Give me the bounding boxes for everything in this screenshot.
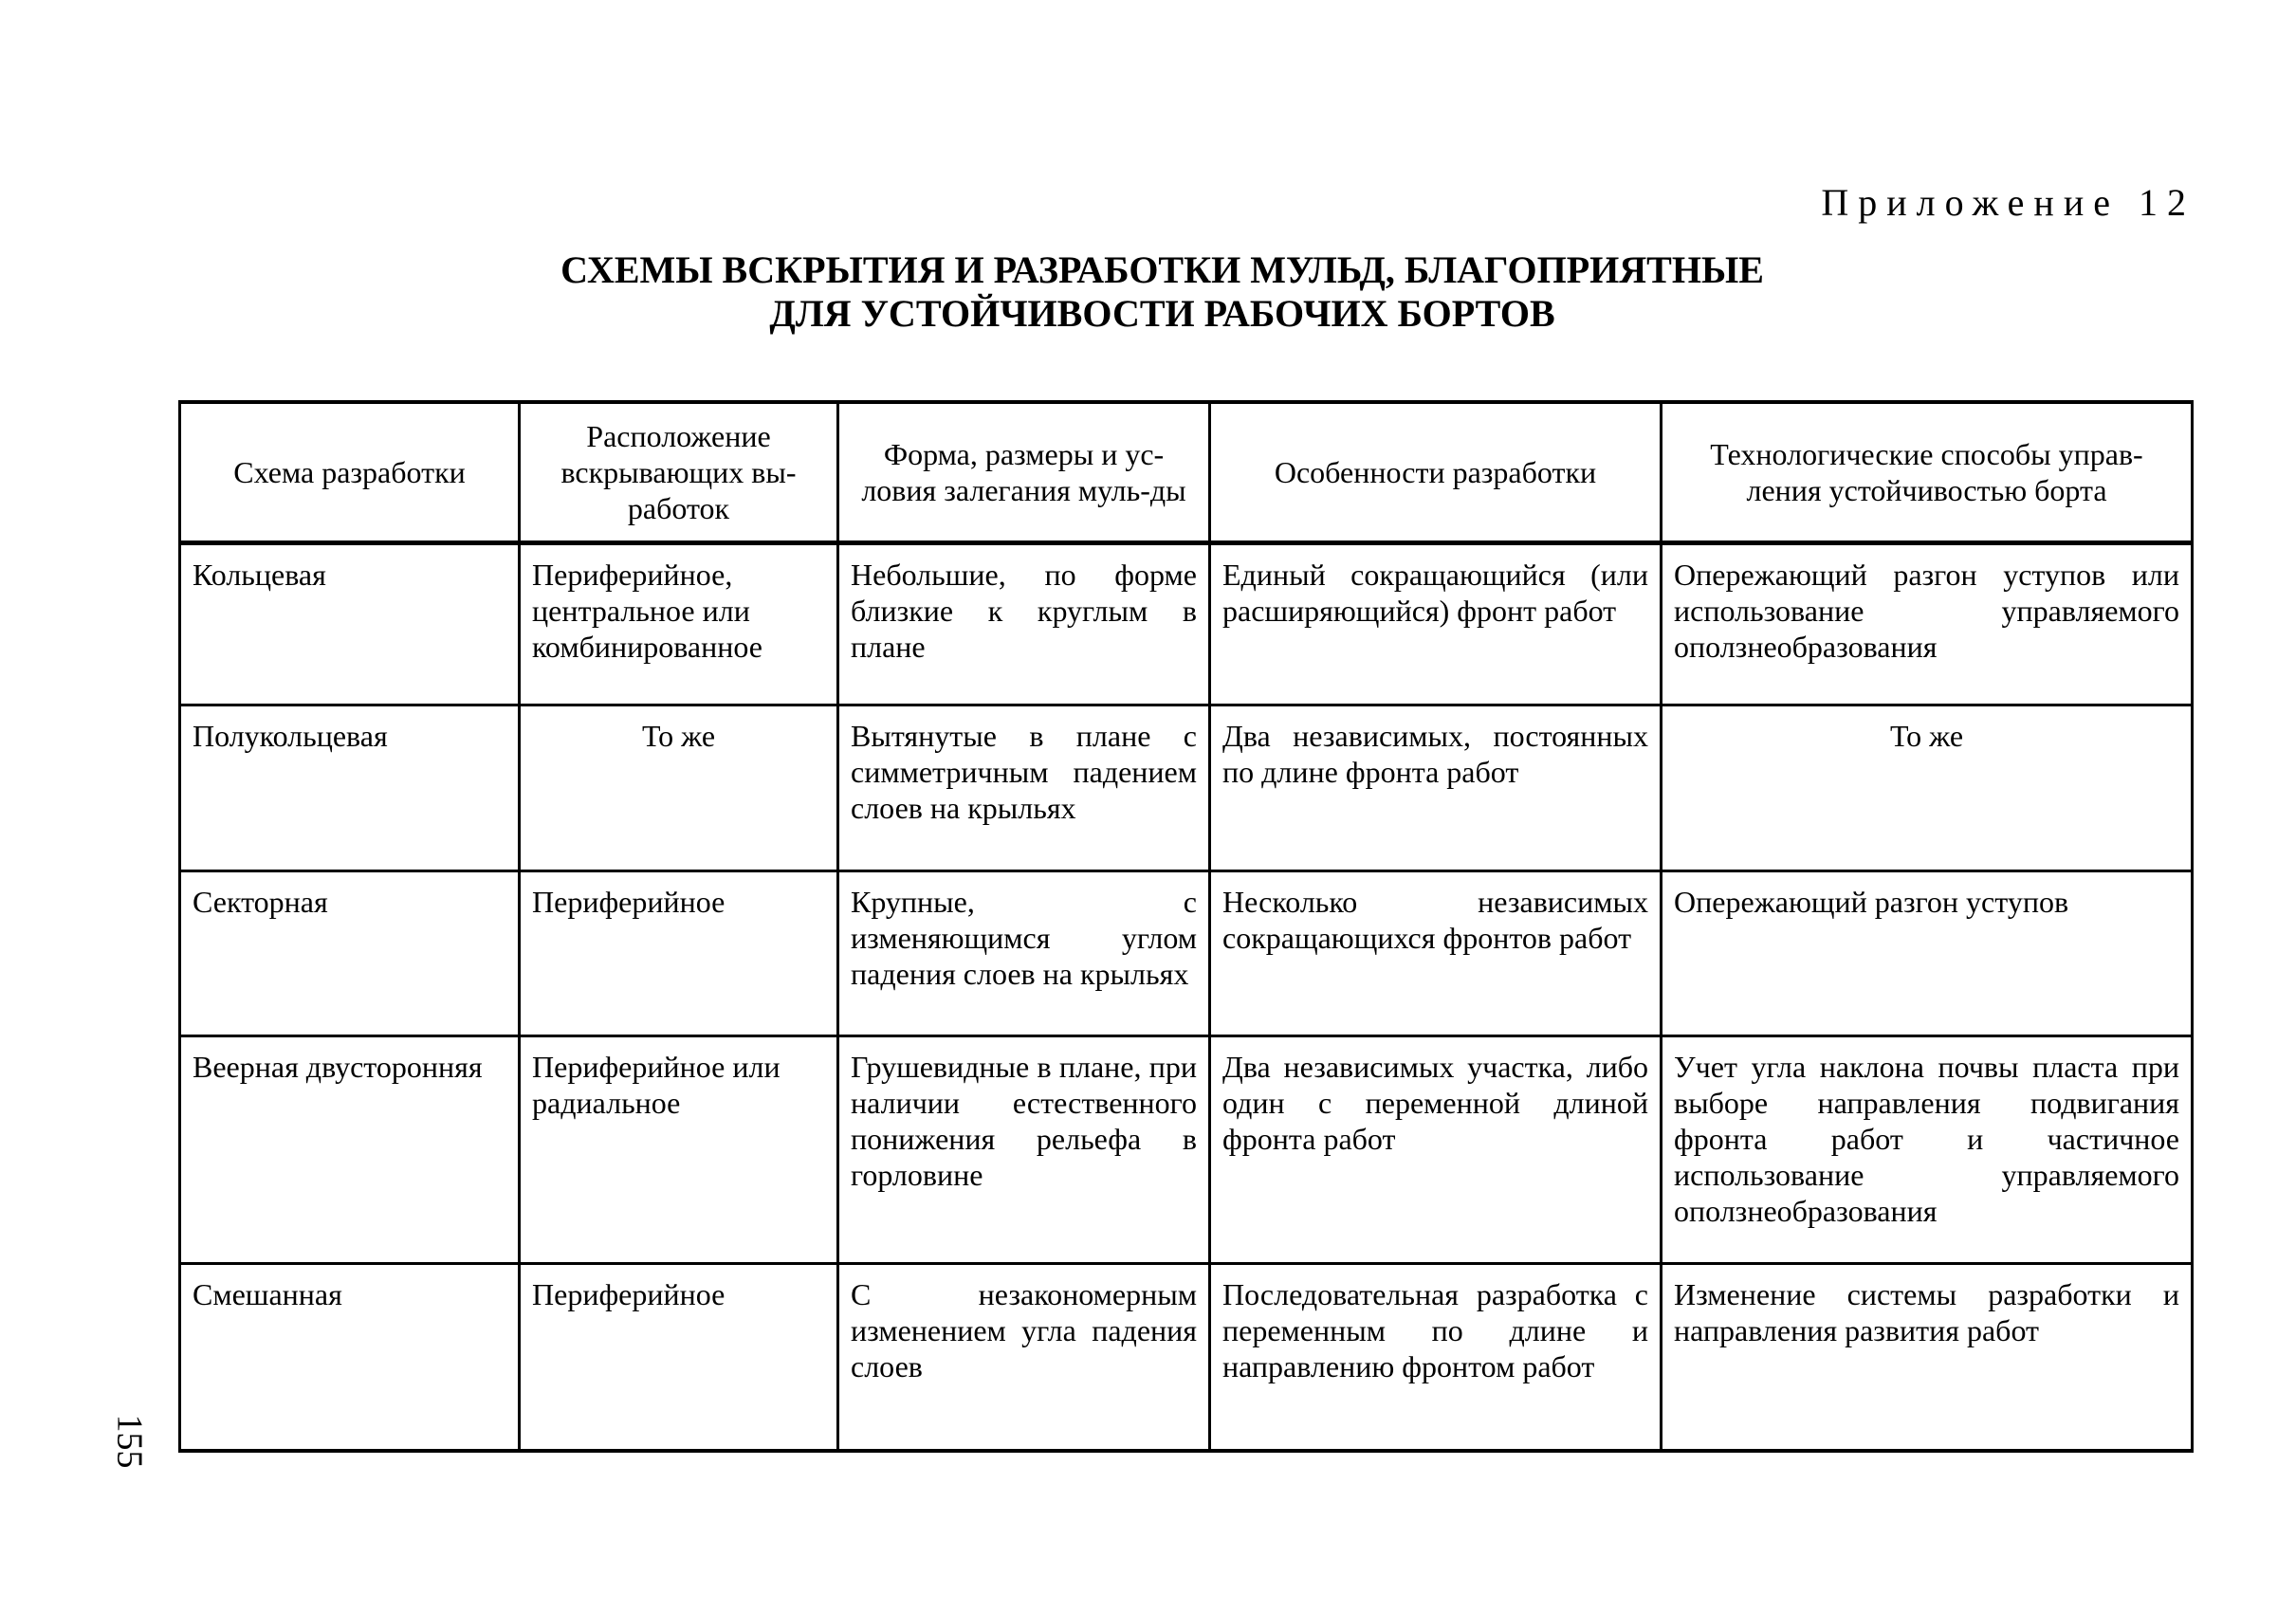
cell-opening-location: Периферийное bbox=[520, 1263, 838, 1451]
cell-scheme: Секторная bbox=[180, 870, 520, 1035]
cell-trough-shape: Небольшие, по форме близкие к круглым в плане bbox=[838, 542, 1210, 705]
cell-opening-location: Периферийное, центральное или комбинированное bbox=[520, 542, 838, 705]
table-row bbox=[180, 870, 2193, 1035]
cell-scheme: Смешанная bbox=[180, 1263, 520, 1451]
cell-trough-shape: Крупные, с изменяющимся углом падения слоев на крыльях bbox=[838, 870, 1210, 1035]
header-development-features: Особенности разработки bbox=[1210, 402, 1662, 542]
header-scheme: Схема разработки bbox=[180, 402, 520, 542]
cell-opening-location: Периферийное bbox=[520, 870, 838, 1035]
table-row bbox=[180, 1035, 2193, 1263]
appendix-label: Приложение 12 bbox=[1821, 181, 2195, 224]
table-row bbox=[180, 1263, 2193, 1451]
cell-trough-shape: Грушевидные в плане, при наличии естественного понижения рельефа в горловине bbox=[838, 1035, 1210, 1263]
cell-trough-shape: Вытянутые в плане с симметричным падением слоев на крыльях bbox=[838, 705, 1210, 870]
cell-stability-methods: Учет угла наклона почвы пласта при выборе направления подвигания фронта работ и частичное использование управляемого оползнеобразования bbox=[1662, 1035, 2193, 1263]
header-stability-methods: Технологические способы управ-ления устойчивостью борта bbox=[1662, 402, 2193, 542]
cell-development-features: Несколько независимых сокращающихся фронтов работ bbox=[1210, 870, 1662, 1035]
title-line-1: СХЕМЫ ВСКРЫТИЯ И РАЗРАБОТКИ МУЛЬД, БЛАГОПРИЯТНЫЕ bbox=[560, 248, 1764, 291]
schemes-table bbox=[178, 400, 2194, 1453]
title-line-2: ДЛЯ УСТОЙЧИВОСТИ РАБОЧИХ БОРТОВ bbox=[769, 292, 1555, 335]
cell-stability-methods: Изменение системы разработки и направления развития работ bbox=[1662, 1263, 2193, 1451]
cell-scheme: Полукольцевая bbox=[180, 705, 520, 870]
header-trough-shape: Форма, размеры и ус-ловия залегания муль-ды bbox=[838, 402, 1210, 542]
table-row bbox=[180, 542, 2193, 705]
cell-opening-location: То же bbox=[520, 705, 838, 870]
cell-scheme: Кольцевая bbox=[180, 542, 520, 705]
cell-scheme: Веерная двусторонняя bbox=[180, 1035, 520, 1263]
document-title bbox=[0, 248, 2296, 336]
cell-development-features: Единый сокращающийся (или расширяющийся) фронт работ bbox=[1210, 542, 1662, 705]
cell-stability-methods: Опережающий разгон уступов или использование управляемого оползнеобразования bbox=[1662, 542, 2193, 705]
cell-development-features: Последовательная разработка с переменным по длине и направлению фронтом работ bbox=[1210, 1263, 1662, 1451]
table-row bbox=[180, 705, 2193, 870]
cell-stability-methods: Опережающий разгон уступов bbox=[1662, 870, 2193, 1035]
header-opening-location: Расположение вскрывающих вы-работок bbox=[520, 402, 838, 542]
cell-development-features: Два независимых, постоянных по длине фронта работ bbox=[1210, 705, 1662, 870]
cell-opening-location: Периферийное или радиальное bbox=[520, 1035, 838, 1263]
cell-development-features: Два независимых участка, либо один с переменной длиной фронта работ bbox=[1210, 1035, 1662, 1263]
table-header-row bbox=[180, 402, 2193, 542]
cell-stability-methods: То же bbox=[1662, 705, 2193, 870]
cell-trough-shape: С незакономерным изменением угла падения слоев bbox=[838, 1263, 1210, 1451]
page-number: 155 bbox=[109, 1414, 150, 1469]
